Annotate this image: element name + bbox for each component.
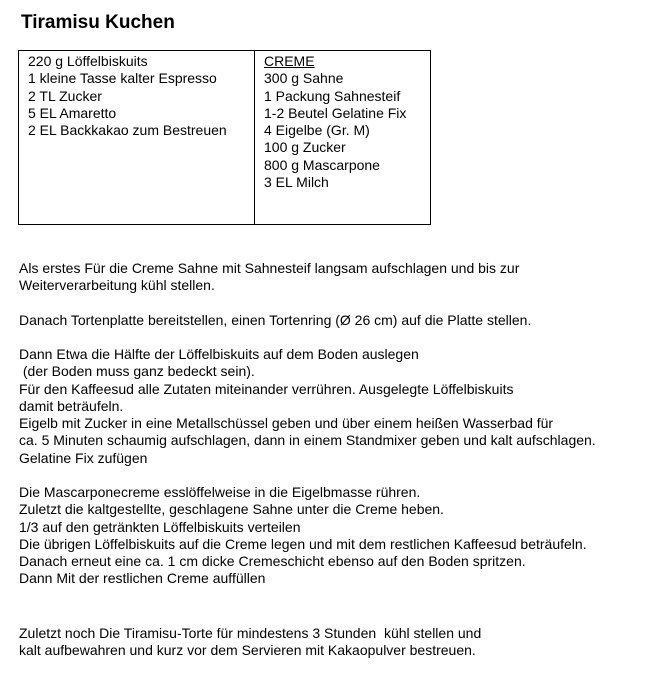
document-title: Tiramisu Kuchen [21,12,175,33]
instruction-line: Für den Kaffeesud alle Zutaten miteinander verrühren. Ausgelegte Löffelbiskuits [19,380,514,397]
ingredient-line: 220 g Löffelbiskuits [28,53,148,69]
ingredients-creme-column [255,51,430,224]
instruction-line: Gelatine Fix zufügen [19,449,148,466]
ingredient-line: 100 g Zucker [264,139,346,156]
instruction-paragraph-4 [19,484,587,588]
instruction-line: Die übrigen Löffelbiskuits auf die Creme legen und mit dem restlichen Kaffeesud beträufeln. [19,535,587,552]
instruction-line: Dann Etwa die Hälfte der Löffelbiskuits auf dem Boden auslegen [19,346,419,362]
instruction-line: Danach erneut eine ca. 1 cm dicke Cremeschicht ebenso auf den Boden spritzen. [19,553,526,570]
instruction-line: 1/3 auf den getränkten Löffelbiskuits verteilen [19,518,301,535]
ingredient-line: 3 EL Milch [264,174,329,191]
instruction-line: Die Mascarponecreme esslöffelweise in die Eigelbmasse rühren. [19,484,421,500]
ingredient-line: 800 g Mascarpone [264,156,380,173]
instruction-line: Eigelb mit Zucker in eine Metallschüssel geben und über einem heißen Wasserbad für [19,415,554,432]
instruction-paragraph-3 [19,346,596,467]
instruction-line: Weiterverarbeitung kühl stellen. [19,277,215,294]
instruction-line: Danach Tortenplatte bereitstellen, einen Tortenring (Ø 26 cm) auf die Platte stellen. [19,312,532,328]
instruction-line: damit beträufeln. [19,397,124,414]
ingredient-line: 2 TL Zucker [28,87,102,104]
ingredient-line: 300 g Sahne [264,70,344,87]
ingredient-line: 1 Packung Sahnesteif [264,87,401,104]
instruction-line: kalt aufbewahren und kurz vor dem Servieren mit Kakaopulver bestreuen. [19,642,476,659]
instruction-line: Als erstes Für die Creme Sahne mit Sahnesteif langsam aufschlagen und bis zur [19,260,520,276]
instruction-paragraph-2 [19,312,531,329]
instruction-line: ca. 5 Minuten schaumig aufschlagen, dann in einem Standmixer geben und kalt aufschlagen. [19,432,596,449]
instruction-paragraph-1 [19,260,519,295]
instruction-paragraph-5 [19,625,481,660]
ingredient-line: 1 kleine Tasse kalter Espresso [28,70,217,87]
instruction-line: Zuletzt die kaltgestellte, geschlagene Sahne unter die Creme heben. [19,501,444,518]
creme-heading: CREME [264,53,315,69]
ingredient-line: 5 EL Amaretto [28,104,117,121]
ingredient-line: 2 EL Backkakao zum Bestreuen [28,122,227,139]
instruction-line: Dann Mit der restlichen Creme auffüllen [19,570,266,587]
instruction-line: Zuletzt noch Die Tiramisu-Torte für mindestens 3 Stunden kühl stellen und [19,625,482,641]
ingredient-line: 1-2 Beutel Gelatine Fix [264,104,407,121]
ingredients-table [18,50,431,225]
ingredient-line: 4 Eigelbe (Gr. M) [264,122,370,139]
ingredients-base-column [19,51,255,224]
instruction-line: (der Boden muss ganz bedeckt sein). [19,363,255,380]
